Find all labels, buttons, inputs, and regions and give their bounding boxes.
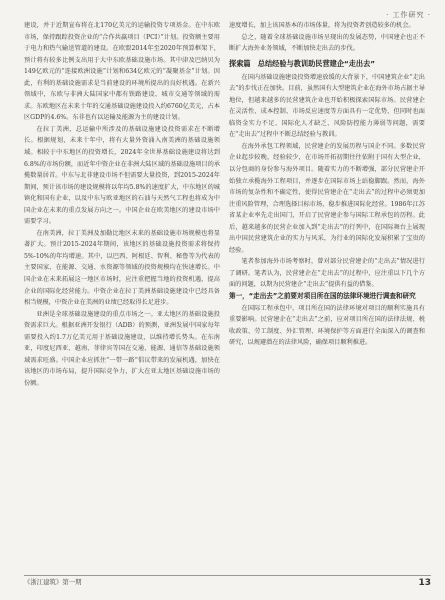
section-tag-text: 工作研究 xyxy=(392,11,425,19)
paragraph: 在海外承包工程领域，民营建企的发展历程与国企不同。多数民营企业起步较晚，经验较少，在市场开拓初期往往依附于国有大型企业，以分包商的身份参与海外项目。随着实力的不断增强，部分民营建企开始独立承揽海外工程项目，并逐步在国际市场上站稳脚跟。然而，海外市场的复杂性和不确定性，使得民营建企在“走出去”的过程中必须更加注重风险管理，合理选择目标市场，稳步推进国际化经营。1986年江苏省某企业率先走出国门，开启了民营建企参与国际工程承包的历程。此后，越来越多的民营企业加入到“走出去”的行列中，在国际舞台上展现出中国民营建筑企业的实力与风采，为行业的国际化发展积累了宝贵的经验。 xyxy=(229,142,425,254)
paragraph: 建设，并于近期宣布将在北170亿美元的运输投资专项基金。在中东欧市场，保持跟踪投资企业的“合作共赢项目（PCI）”计划。投资额主要用于电力和热气输送管道的建设。在欧盟2014年至2020年预算框架下，预计将有较多比例支出用于大中东欧基础设施市场。其中津及巴纳贝为149亿欧元的“连接欧洲设施”计划和634亿欧元的“凝聚基金”计划。因此，有利的基础设施需求是当前建设的环境所提出的良好机遇。在新兴领域中，东欧与非洲大陆国家中都有铁路建设、城市交通等领域的需求。东欧地区在未来十年的交通基础设施建设投入约6760亿美元，占本区GDP的4.6%。东非也有以运输及能源为主的建设计划。 xyxy=(24,22,220,122)
journal-name: 《浙江建筑》第一期 xyxy=(24,578,82,586)
paragraph: 亚洲是全球基础设施建设的重点市场之一。亚太地区的基础设施投资需求巨大。根据亚洲开发银行（ADB）的预测，亚洲发展中国家每年需要投入约1.7万亿美元用于基础设施建设，以维持增长势头。在东南亚，印度尼西亚、越南、菲律宾等国在交通、能源、通信等基础设施领域需求旺盛。中国企业应抓住“一带一路”倡议带来的发展机遇，加快在该地区的市场布局，提升国际竞争力，扩大在亚太地区基础设施市场的份额。 xyxy=(24,310,220,387)
paragraph: 总之，随着全球基础设施市场呈现出的发展态势，中国建企也正不断扩大海外业务领域，不断加快走出去的步伐。 xyxy=(229,33,425,53)
paragraph: 在国际工程承包中，项目所在国的法律环境对项目的顺利实施具有重要影响。民营建企在“走出去”之前，应对项目所在国的法律法规、税收政策、劳工制度、外汇管理、环境保护等方面进行全面深入的调查和研究，以规避潜在的法律风险，确保项目顺利推进。 xyxy=(229,304,425,347)
right-column xyxy=(229,20,425,349)
section-tag: · 工作研究 · xyxy=(386,11,431,19)
paragraph: 笔者参加海外市场考察时，曾对部分民营建企的“走出去”情况进行了调研。笔者认为，民营建企在“走出去”的过程中，应注重以下几个方面的问题，以期为民营建企“走出去”提供有益的借鉴。 xyxy=(229,258,425,289)
page-number: 13 xyxy=(418,578,431,588)
paragraph: 在南美洲，拉丁美洲及加勒比地区未来的基础设施市场规模也将显著扩大。预计2015-2024年期间，该地区的基础设施投资需求将保持5%-10%的年均增速。其中，以巴西、阿根廷、智利、秘鲁等为代表的主要国家，在能源、交通、水资源等领域的投资规模均在快速增长。中国企业在未来拓展这一地区市场时，应注重把握当地的投资机遇，提高企业的国际化经营能力。中资企业在拉丁美洲基础设施建设中已经具备相当规模，中资企业在美洲的业绩已经取得长足进步。 xyxy=(24,229,220,307)
paragraph: 在国内基础设施建设投资增速放缓的大背景下，中国建筑企业“走出去”的步伐正在加快。目前，虽然国有大型建筑企业在海外市场占据主导地位，但越来越多的民营建筑企业也开始积极探索国际市场。民营建企在灵活性、成本控制、市场反应速度等方面具有一定优势，但同时也面临资金实力不足、国际化人才缺乏、风险防控能力薄弱等问题，需要在“走出去”过程中不断总结经验与教训。 xyxy=(229,73,425,139)
section-heading: 探索篇 总结经验与教训助民营建企“走出去” xyxy=(229,58,376,68)
paragraph: 速度增长，加上该国基本的市场体量，将为投资者创造较多的机会。 xyxy=(229,22,415,29)
left-column xyxy=(24,20,220,390)
paragraph: 在拉丁美洲，总运输中所涉及的基础设施建设投资需求在不断增长。根据规划，未来十年中，将有大量外资涌入南美洲的基础设施领域。相较于中东地区的投资增长，2024年全世界基础设施建设将达到6.8%的市场份额，而近年中资企业在非洲大陆区域的基础设施项目的承揽数量居首。中东与北非建设市场不但需要大量投资，到2015-2024年期间，预计该市场的建设规模将以年均5.8%的速度扩大，中东地区的城镇化和国有企业，以及中东与欧亚地区的石油与天然气工程也将成为中国企业在未来的重点发展方向之一。中国企业在欧美地区的建设市场中需要学习。 xyxy=(24,125,220,226)
footer-divider xyxy=(24,575,431,576)
subsection-heading: 第一，“走出去”之前要对项目所在国的法律环境进行调查和研究 xyxy=(229,292,416,301)
